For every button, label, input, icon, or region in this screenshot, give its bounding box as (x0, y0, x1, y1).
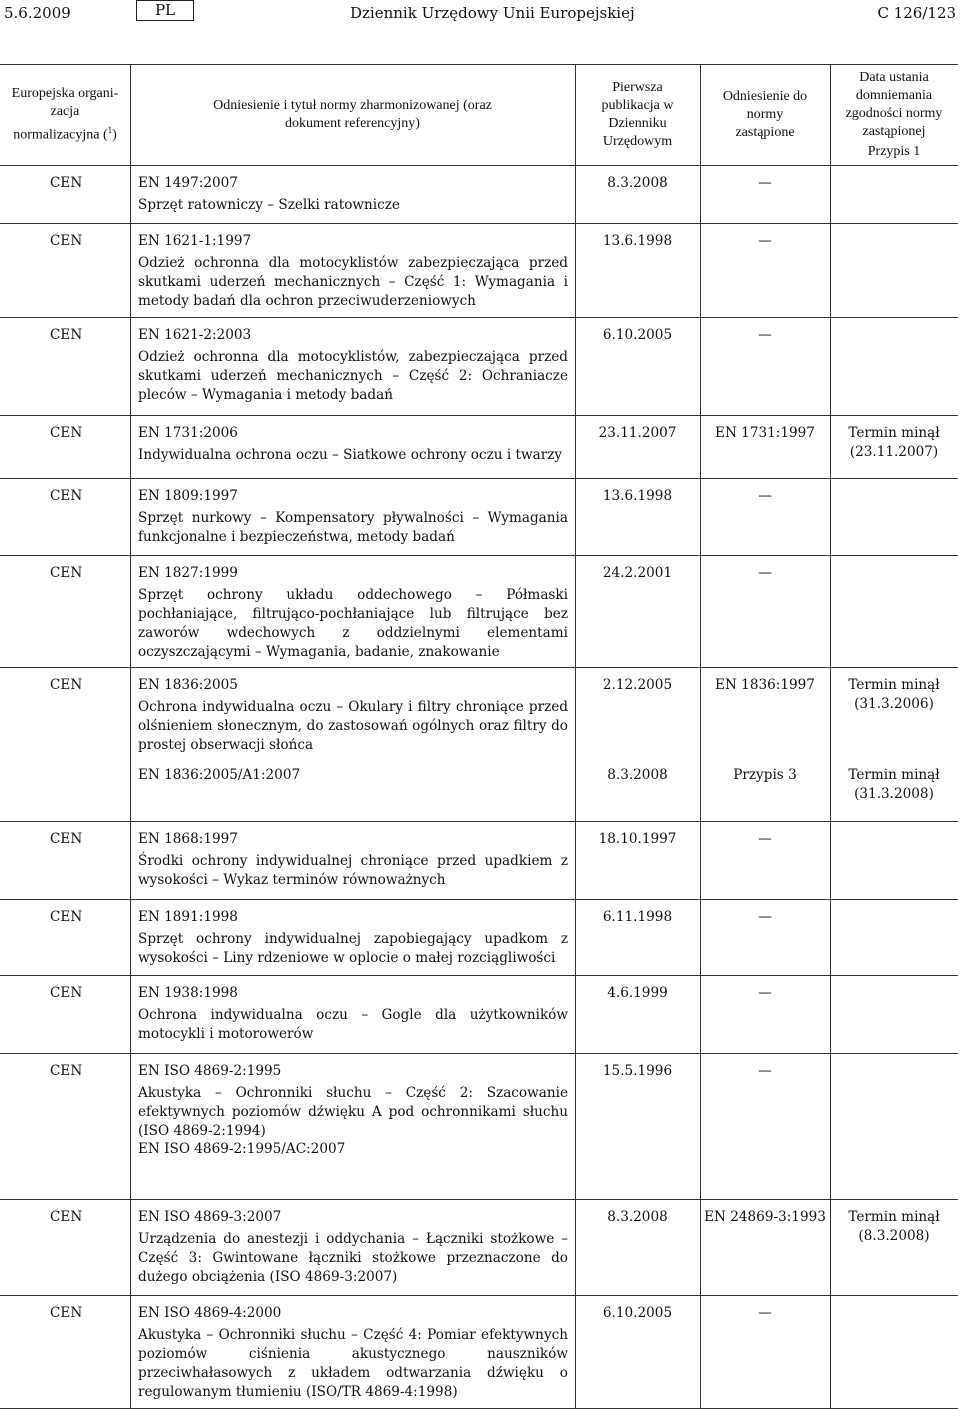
header-title-text: Odniesienie i tytuł normy zharmonizowanej (oraz dokument referencyjny) (213, 98, 492, 131)
cell-superseded-standard: EN 1731:1997 (715, 425, 815, 441)
standard-reference: EN 1497:2007 (138, 175, 238, 191)
cell-standard (138, 174, 568, 215)
cell-superseded-standard: — (758, 327, 772, 343)
cell-first-publication: 18.10.1997 (598, 831, 677, 847)
standard-title: Sprzęt nurkowy – Kompensatory pływalności – Wymagania funkcjonalne i bezpieczeństwa, metody badań (138, 510, 568, 545)
cell-standard (138, 830, 568, 890)
cell-superseded-standard: — (758, 985, 772, 1001)
header-org (0, 65, 130, 165)
standard-title: Akustyka – Ochronniki słuchu – Część 4: Pomiar efektywnych poziomów ciśnienia akustycznego nauszników przeciwhałasowych z układem odtwarzania dźwięku o regulowanym tłumieniu (ISO/TR 4869-4:1998) (138, 1327, 568, 1400)
cell-cessation-date: Termin minął (23.11.2007) (848, 425, 940, 460)
standard-title: Odzież ochronna dla motocyklistów zabezpieczająca przed skutkami uderzeń mechanicznych – Część 1: Wymagania i metody badań dla ochron przeciwuderzeniowych (138, 255, 568, 309)
cell-first-publication: 6.10.2005 (602, 327, 673, 343)
cell-superseded-standard: — (758, 233, 772, 249)
amendment-reference: EN ISO 4869-2:1995/AC:2007 (138, 1141, 346, 1157)
standards-table (0, 64, 958, 1409)
standard-title: Ochrona indywidualna oczu – Gogle dla użytkowników motocykli i motorowerów (138, 1007, 568, 1042)
cell-organisation: CEN (50, 677, 83, 693)
standard-reference: EN 1731:2006 (138, 425, 238, 441)
header-publication-text: Pierwsza publikacja w Dzienniku Urzędowym (601, 80, 674, 149)
cell-standard (138, 908, 568, 968)
cell-first-publication: 13.6.1998 (602, 233, 673, 249)
cell-first-publication: 6.11.1998 (602, 909, 673, 925)
cell-superseded-standard: — (758, 175, 772, 191)
standard-reference: EN ISO 4869-4:2000 (138, 1305, 282, 1321)
cell-first-publication: 2.12.2005 (602, 677, 673, 693)
header-org-footnote: 1 (107, 125, 113, 136)
cell-organisation: CEN (50, 327, 83, 343)
standard-title: Indywidualna ochrona oczu – Siatkowe ochrony oczu i twarzy (138, 447, 563, 463)
table-body (0, 166, 958, 1409)
cell-first-publication: 8.3.2008 (607, 1209, 668, 1225)
table-row (0, 1054, 958, 1200)
amendment-reference: EN 1836:2005/A1:2007 (138, 767, 301, 783)
cell-standard (138, 564, 568, 662)
table-row (0, 318, 958, 416)
cell-standard (138, 1062, 568, 1141)
table-row (0, 224, 958, 318)
cell-superseded-standard: — (758, 1063, 772, 1079)
publication-date: 5.6.2009 (4, 4, 71, 22)
cell-organisation: CEN (50, 1063, 83, 1079)
standard-reference: EN 1809:1997 (138, 488, 238, 504)
journal-title: Dziennik Urzędowy Unii Europejskiej (350, 4, 635, 22)
header-org-close: ) (112, 127, 117, 143)
table-row (0, 1296, 958, 1409)
standard-title: Sprzęt ochrony układu oddechowego – Półmaski pochłaniające, filtrująco-pochłaniające lub filtrujące bez zaworów wdechowych z oddzielnymi elementami oczyszczającymi – Wymagania, badanie, znakowanie (138, 587, 568, 660)
cell-first-publication: 23.11.2007 (598, 425, 677, 441)
header-superseded (700, 65, 830, 165)
standard-reference: EN ISO 4869-2:1995 (138, 1063, 282, 1079)
standard-title: Środki ochrony indywidualnej chroniące przed upadkiem z wysokości – Wykaz terminów równoważnych (138, 853, 568, 888)
cell-standard (138, 984, 568, 1044)
standard-title: Odzież ochronna dla motocyklistów, zabezpieczająca przed skutkami uderzeń mechanicznych – Część 2: Ochraniacze pleców – Wymagania i metody badań (138, 349, 568, 403)
cell-organisation: CEN (50, 1209, 83, 1225)
cell-organisation: CEN (50, 909, 83, 925)
standard-title: Akustyka – Ochronniki słuchu – Część 2: Szacowanie efektywnych poziomów dźwięku A pod ochronnikami słuchu (ISO 4869-2:1994) (138, 1085, 568, 1139)
cell-cessation-date: Termin minął (31.3.2006) (848, 677, 940, 712)
table-header (0, 64, 958, 166)
table-row (0, 900, 958, 976)
cell-superseded-standard: — (758, 909, 772, 925)
standard-reference: EN 1621-1:1997 (138, 233, 252, 249)
table-row (0, 556, 958, 668)
cell-standard (138, 676, 568, 755)
header-cessation-date (830, 65, 958, 165)
cell-first-publication: 24.2.2001 (602, 565, 673, 581)
standard-reference: EN 1827:1999 (138, 565, 238, 581)
table-row (0, 976, 958, 1054)
cell-first-publication: 13.6.1998 (602, 488, 673, 504)
cell-standard (138, 487, 568, 547)
cell-first-publication: 15.5.1996 (602, 1063, 673, 1079)
header-org-text: Europejska organi-zacja normalizacyjna ( (11, 86, 119, 143)
page-header (0, 0, 960, 40)
language-badge: PL (136, 0, 194, 21)
cell-first-publication: 8.3.2008 (607, 175, 668, 191)
header-superseded-text: Odniesienie do normy zastąpione (722, 89, 808, 140)
cell-organisation: CEN (50, 985, 83, 1001)
cell-superseded-standard: — (758, 565, 772, 581)
table-row (0, 416, 958, 479)
cell-organisation: CEN (50, 565, 83, 581)
cell-organisation: CEN (50, 1305, 83, 1321)
cell-first-publication: 4.6.1999 (607, 985, 668, 1001)
standard-title: Sprzęt ochrony indywidualnej zapobiegający upadkom z wysokości – Liny rdzeniowe w oplocie o małej rozciągliwości (138, 931, 568, 966)
standard-reference: EN 1891:1998 (138, 909, 238, 925)
standard-title: Sprzęt ratowniczy – Szelki ratownicze (138, 197, 400, 213)
cell-organisation: CEN (50, 488, 83, 504)
cell-superseded-standard: — (758, 831, 772, 847)
cell-superseded-standard: — (758, 488, 772, 504)
cell-first-publication: 6.10.2005 (602, 1305, 673, 1321)
standard-reference: EN 1836:2005 (138, 677, 238, 693)
standard-reference: EN ISO 4869-3:2007 (138, 1209, 282, 1225)
cell-superseded-standard: EN 1836:1997 (715, 677, 815, 693)
cell-organisation: CEN (50, 831, 83, 847)
header-cessation-text: Data ustania domniemania zgodności normy zastąpionej (845, 70, 943, 139)
amendment-cessation-date: Termin minął (31.3.2008) (848, 767, 940, 802)
standard-reference: EN 1621-2:2003 (138, 327, 252, 343)
table-row (0, 479, 958, 556)
cell-cessation-date: Termin minął (8.3.2008) (848, 1209, 940, 1244)
header-cessation-note: Przypis 1 (867, 144, 921, 159)
standard-title: Urządzenia do anestezji i oddychania – Łączniki stożkowe – Część 3: Gwintowane łączniki stożkowe przeznaczone do dużego obciążenia (ISO 4869-3:2007) (138, 1231, 568, 1285)
amendment-superseded: Przypis 3 (733, 767, 797, 783)
cell-standard (138, 326, 568, 405)
table-row (0, 668, 958, 822)
table-row (0, 822, 958, 900)
header-title (130, 65, 575, 165)
table-row (0, 1200, 958, 1296)
cell-superseded-standard: EN 24869-3:1993 (704, 1209, 826, 1225)
cell-standard (138, 232, 568, 311)
standard-reference: EN 1938:1998 (138, 985, 238, 1001)
cell-superseded-standard: — (758, 1305, 772, 1321)
cell-standard (138, 424, 568, 465)
standard-title: Ochrona indywidualna oczu – Okulary i filtry chroniące przed olśnieniem słonecznym, do zastosowań ogólnych oraz filtry do prostej obserwacji słońca (138, 699, 568, 753)
amendment-publication: 8.3.2008 (607, 767, 668, 783)
issue-number: C 126/123 (877, 4, 956, 22)
cell-organisation: CEN (50, 175, 83, 191)
cell-standard (138, 1304, 568, 1402)
cell-standard (138, 1208, 568, 1287)
table-row (0, 166, 958, 224)
standard-reference: EN 1868:1997 (138, 831, 238, 847)
cell-organisation: CEN (50, 425, 83, 441)
cell-organisation: CEN (50, 233, 83, 249)
header-publication (575, 65, 700, 165)
